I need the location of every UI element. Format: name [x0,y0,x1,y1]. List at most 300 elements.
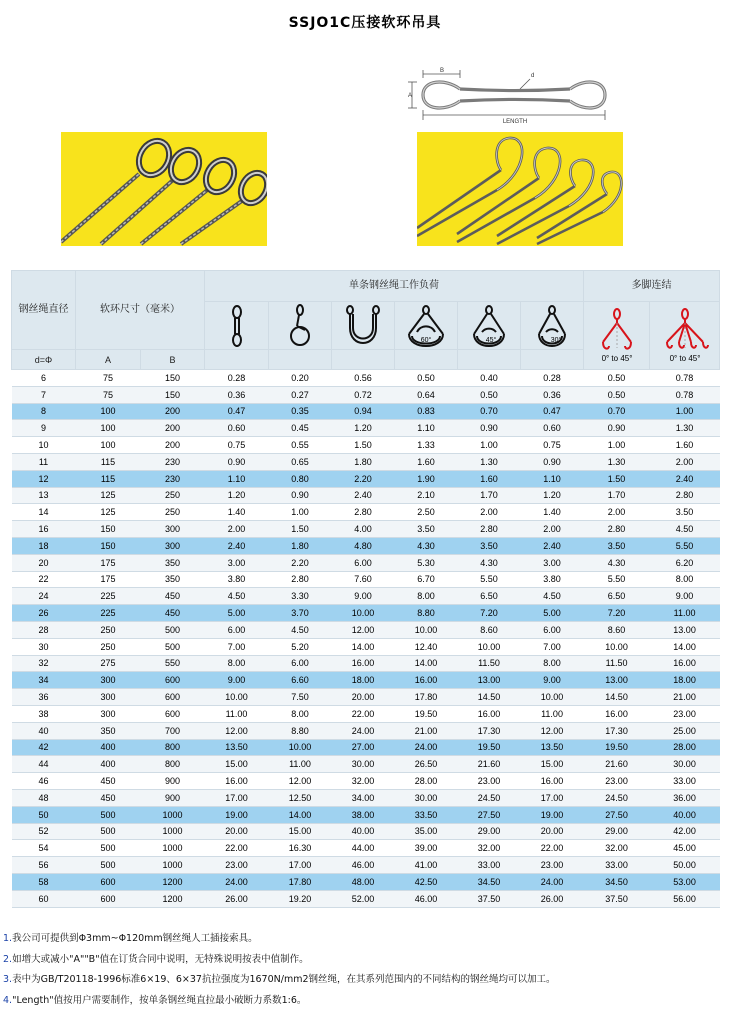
table-cell: 0.36 [521,386,584,403]
table-cell: 8.60 [458,621,521,638]
table-cell: 6.50 [458,588,521,605]
angle-45-label: 45° [485,336,497,344]
table-cell: 450 [141,588,205,605]
table-cell: 5.20 [269,638,332,655]
table-row [12,857,720,874]
table-cell: 0.94 [332,403,395,420]
table-cell: 2.80 [584,521,650,538]
table-cell: 75 [76,370,141,387]
table-cell: 2.10 [395,487,458,504]
table-cell: 38 [12,705,76,722]
table-cell: 42.50 [395,873,458,890]
table-cell: 4.50 [521,588,584,605]
note-item [3,951,309,965]
table-cell: 230 [141,470,205,487]
table-cell: 100 [76,403,141,420]
table-cell: 13.00 [458,672,521,689]
table-cell: 38.00 [332,806,395,823]
table-cell: 56 [12,857,76,874]
table-row [12,537,720,554]
table-cell: 9.00 [521,672,584,689]
table-cell: 600 [141,672,205,689]
page-title: SSJO1C压接软环吊具 [288,15,442,31]
sub-header-b: B [141,350,205,370]
table-cell: 46.00 [332,857,395,874]
table-cell: 250 [76,638,141,655]
table-cell: 30.00 [332,756,395,773]
table-cell: 1.60 [650,437,720,454]
table-cell: 550 [141,655,205,672]
table-cell: 300 [76,689,141,706]
table-cell: 230 [141,453,205,470]
table-cell: 13.50 [521,739,584,756]
table-cell: 0.27 [269,386,332,403]
table-cell: 1.70 [458,487,521,504]
table-cell: 2.40 [521,537,584,554]
table-row [12,789,720,806]
table-cell: 6.20 [650,554,720,571]
table-cell: 0.45 [269,420,332,437]
table-cell: 7 [12,386,76,403]
table-cell: 12.00 [205,722,269,739]
table-cell: 1.00 [269,504,332,521]
table-cell: 10 [12,437,76,454]
table-cell: 6.00 [521,621,584,638]
table-cell: 26 [12,605,76,622]
table-cell: 26.00 [521,890,584,907]
table-cell: 8.00 [395,588,458,605]
note-number: 1. [3,933,13,944]
angle-30-label: 30° [550,336,562,344]
table-cell: 7.00 [205,638,269,655]
table-cell: 100 [76,420,141,437]
table-cell: 250 [76,621,141,638]
table-cell: 1.60 [395,453,458,470]
table-cell: 14.00 [269,806,332,823]
spec-table [11,270,720,908]
table-cell: 3.50 [584,537,650,554]
table-cell: 21.00 [650,689,720,706]
table-cell: 40 [12,722,76,739]
table-cell: 9.00 [332,588,395,605]
table-cell: 23.00 [205,857,269,874]
table-cell: 29.00 [584,823,650,840]
table-cell: 32.00 [332,773,395,790]
table-cell: 20 [12,554,76,571]
table-cell: 23.00 [650,705,720,722]
table-cell: 32 [12,655,76,672]
table-cell: 54 [12,840,76,857]
table-cell: 18.00 [332,672,395,689]
table-cell: 27.50 [584,806,650,823]
table-cell: 7.20 [584,605,650,622]
table-cell: 13 [12,487,76,504]
table-cell: 175 [76,554,141,571]
table-cell: 2.00 [521,521,584,538]
table-row [12,605,720,622]
table-cell: 0.50 [584,370,650,387]
table-row [12,370,720,387]
table-cell: 1.20 [521,487,584,504]
label-length: LENGTH [502,119,528,125]
table-cell: 26.00 [205,890,269,907]
table-row [12,806,720,823]
table-cell: 37.50 [584,890,650,907]
table-cell: 1.30 [584,453,650,470]
table-cell: 30.00 [395,789,458,806]
table-cell: 10.00 [269,739,332,756]
table-cell: 350 [141,554,205,571]
table-cell: 40.00 [332,823,395,840]
table-cell: 100 [76,437,141,454]
table-cell: 0.47 [205,403,269,420]
table-cell: 7.00 [521,638,584,655]
table-cell: 125 [76,487,141,504]
table-cell: 150 [76,537,141,554]
table-cell: 6.00 [205,621,269,638]
table-cell: 16.00 [205,773,269,790]
table-cell: 500 [141,621,205,638]
choker-hitch-icon [269,302,332,350]
table-cell: 34.50 [458,873,521,890]
table-cell: 2.20 [332,470,395,487]
table-cell: 1.70 [584,487,650,504]
table-cell: 14.00 [332,638,395,655]
table-cell: 250 [141,504,205,521]
table-cell: 0.50 [395,370,458,387]
table-cell: 12.00 [269,773,332,790]
table-row [12,571,720,588]
table-cell: 42 [12,739,76,756]
table-cell: 8.60 [584,621,650,638]
table-cell: 6.50 [584,588,650,605]
table-cell: 500 [76,806,141,823]
table-cell: 0.35 [269,403,332,420]
table-row [12,621,720,638]
table-cell: 1.00 [650,403,720,420]
table-row [12,470,720,487]
table-cell: 9.00 [650,588,720,605]
table-cell: 17.00 [269,857,332,874]
table-cell: 1.10 [205,470,269,487]
table-cell: 14 [12,504,76,521]
label-a: A [408,93,413,99]
table-cell: 2.80 [269,571,332,588]
table-cell: 300 [76,705,141,722]
table-cell: 12.40 [395,638,458,655]
table-cell: 1.00 [584,437,650,454]
table-cell: 1.20 [205,487,269,504]
table-cell: 17.30 [584,722,650,739]
table-cell: 11.00 [650,605,720,622]
table-cell: 1.80 [269,537,332,554]
table-cell: 2.80 [650,487,720,504]
table-cell: 8.00 [205,655,269,672]
table-cell: 34.50 [584,873,650,890]
table-cell: 16.00 [650,655,720,672]
table-cell: 2.40 [205,537,269,554]
table-cell: 900 [141,773,205,790]
table-cell: 17.30 [458,722,521,739]
table-cell: 1.60 [458,470,521,487]
table-cell: 1000 [141,806,205,823]
table-cell: 24.00 [521,873,584,890]
table-cell: 0.90 [458,420,521,437]
table-cell: 115 [76,470,141,487]
table-cell: 0.78 [650,386,720,403]
table-cell: 14.50 [584,689,650,706]
table-cell: 15.00 [269,823,332,840]
four-leg-icon [650,302,720,370]
table-cell: 36 [12,689,76,706]
table-cell: 2.00 [650,453,720,470]
table-cell: 4.50 [205,588,269,605]
table-cell: 12 [12,470,76,487]
table-cell: 8 [12,403,76,420]
table-cell: 0.64 [395,386,458,403]
table-cell: 4.30 [458,554,521,571]
table-cell: 1.10 [521,470,584,487]
table-row [12,420,720,437]
table-cell: 3.00 [521,554,584,571]
table-cell: 3.50 [650,504,720,521]
header-rope-diameter: 钢丝绳直径 [12,271,76,350]
table-cell: 36.00 [650,789,720,806]
table-row [12,521,720,538]
table-cell: 175 [76,571,141,588]
table-cell: 8.80 [395,605,458,622]
table-cell: 350 [76,722,141,739]
table-cell: 1000 [141,840,205,857]
table-cell: 21.60 [458,756,521,773]
table-cell: 500 [76,840,141,857]
table-cell: 48.00 [332,873,395,890]
table-cell: 0.40 [458,370,521,387]
table-row [12,672,720,689]
table-cell: 1.20 [332,420,395,437]
header-loop-size: 软环尺寸（毫米） [76,271,205,350]
table-cell: 400 [76,756,141,773]
table-cell: 50.00 [650,857,720,874]
table-cell: 1.30 [458,453,521,470]
table-row [12,873,720,890]
table-row [12,588,720,605]
basket-60-icon [395,302,458,350]
table-cell: 22 [12,571,76,588]
table-cell: 150 [141,370,205,387]
table-cell: 20.00 [205,823,269,840]
table-cell: 33.00 [584,857,650,874]
table-cell: 0.70 [584,403,650,420]
table-cell: 32.00 [458,840,521,857]
table-cell: 11.00 [205,705,269,722]
table-row [12,722,720,739]
table-cell: 1.50 [584,470,650,487]
table-cell: 40.00 [650,806,720,823]
table-cell: 14.00 [650,638,720,655]
table-cell: 6.70 [395,571,458,588]
table-cell: 16.00 [395,672,458,689]
table-cell: 5.30 [395,554,458,571]
table-cell: 450 [76,773,141,790]
table-cell: 0.78 [650,370,720,387]
table-cell: 2.80 [458,521,521,538]
table-cell: 3.00 [205,554,269,571]
angle-60-label: 60° [420,336,432,344]
table-cell: 10.00 [584,638,650,655]
table-cell: 0.56 [332,370,395,387]
table-cell: 17.00 [521,789,584,806]
table-cell: 2.80 [332,504,395,521]
table-cell: 1.80 [332,453,395,470]
table-cell: 600 [76,873,141,890]
table-cell: 450 [76,789,141,806]
table-cell: 52 [12,823,76,840]
table-cell: 50 [12,806,76,823]
table-cell: 20.00 [332,689,395,706]
table-cell: 18.00 [650,672,720,689]
table-cell: 37.50 [458,890,521,907]
table-cell: 0.75 [521,437,584,454]
table-cell: 600 [141,705,205,722]
table-cell: 26.50 [395,756,458,773]
table-cell: 300 [76,672,141,689]
table-cell: 1.40 [521,504,584,521]
table-cell: 19.00 [521,806,584,823]
table-cell: 3.50 [458,537,521,554]
table-cell: 53.00 [650,873,720,890]
table-cell: 2.00 [458,504,521,521]
table-cell: 8.00 [269,705,332,722]
table-cell: 48 [12,789,76,806]
table-cell: 200 [141,437,205,454]
table-cell: 4.00 [332,521,395,538]
table-cell: 22.00 [205,840,269,857]
table-cell: 300 [141,537,205,554]
table-cell: 12.50 [269,789,332,806]
table-cell: 23.00 [521,857,584,874]
table-cell: 41.00 [395,857,458,874]
table-cell: 1.50 [332,437,395,454]
table-cell: 19.20 [269,890,332,907]
table-cell: 5.00 [521,605,584,622]
table-cell: 27.00 [332,739,395,756]
table-cell: 0.60 [205,420,269,437]
table-row [12,554,720,571]
table-row [12,453,720,470]
basket-30-icon [521,302,584,350]
table-cell: 5.50 [650,537,720,554]
table-cell: 13.00 [584,672,650,689]
table-cell: 14.00 [395,655,458,672]
table-cell: 17.80 [269,873,332,890]
table-cell: 12.00 [332,621,395,638]
table-cell: 11.50 [458,655,521,672]
table-cell: 8.00 [650,571,720,588]
table-cell: 200 [141,420,205,437]
table-cell: 0.47 [521,403,584,420]
table-cell: 6 [12,370,76,387]
table-cell: 32.00 [584,840,650,857]
table-cell: 34 [12,672,76,689]
table-cell: 16.00 [584,705,650,722]
table-cell: 1.50 [269,521,332,538]
table-cell: 3.50 [395,521,458,538]
table-cell: 16.00 [521,773,584,790]
table-cell: 29.00 [458,823,521,840]
table-cell: 22.00 [332,705,395,722]
table-cell: 19.50 [584,739,650,756]
table-cell: 6.60 [269,672,332,689]
table-cell: 150 [76,521,141,538]
table-row [12,739,720,756]
table-cell: 7.20 [458,605,521,622]
table-cell: 19.50 [458,739,521,756]
table-cell: 1.90 [395,470,458,487]
table-cell: 13.50 [205,739,269,756]
table-cell: 0.36 [205,386,269,403]
table-cell: 30 [12,638,76,655]
table-cell: 0.20 [269,370,332,387]
table-cell: 400 [76,739,141,756]
table-cell: 1.40 [205,504,269,521]
table-cell: 115 [76,453,141,470]
table-row [12,890,720,907]
table-cell: 14.50 [458,689,521,706]
table-cell: 4.50 [650,521,720,538]
table-cell: 46 [12,773,76,790]
table-cell: 44 [12,756,76,773]
table-cell: 45.00 [650,840,720,857]
note-item [3,930,258,944]
table-cell: 16.00 [458,705,521,722]
note-item [3,992,306,1006]
table-cell: 46.00 [395,890,458,907]
table-cell: 0.90 [584,420,650,437]
table-cell: 24 [12,588,76,605]
table-cell: 500 [76,857,141,874]
table-cell: 2.00 [205,521,269,538]
table-cell: 23.00 [584,773,650,790]
vertical-hitch-icon [205,302,269,350]
table-row [12,403,720,420]
table-cell: 500 [141,638,205,655]
table-row [12,840,720,857]
table-cell: 27.50 [458,806,521,823]
header-multi-leg: 多脚连结 [584,271,720,302]
table-cell: 1.10 [395,420,458,437]
table-cell: 1.30 [650,420,720,437]
table-cell: 2.50 [395,504,458,521]
table-cell: 18 [12,537,76,554]
table-cell: 450 [141,605,205,622]
table-cell: 4.80 [332,537,395,554]
basket-hitch-icon [332,302,395,350]
table-cell: 21.00 [395,722,458,739]
table-cell: 10.00 [332,605,395,622]
table-cell: 600 [141,689,205,706]
table-cell: 16.30 [269,840,332,857]
table-cell: 16.00 [332,655,395,672]
note-text: "Length"值按用户需要制作，按单条钢丝绳直拉最小破断力系数1:6。 [12,995,307,1006]
table-cell: 4.50 [269,621,332,638]
table-cell: 1000 [141,857,205,874]
table-cell: 16 [12,521,76,538]
table-cell: 8.80 [269,722,332,739]
table-cell: 42.00 [650,823,720,840]
table-cell: 0.90 [269,487,332,504]
table-cell: 10.00 [458,638,521,655]
